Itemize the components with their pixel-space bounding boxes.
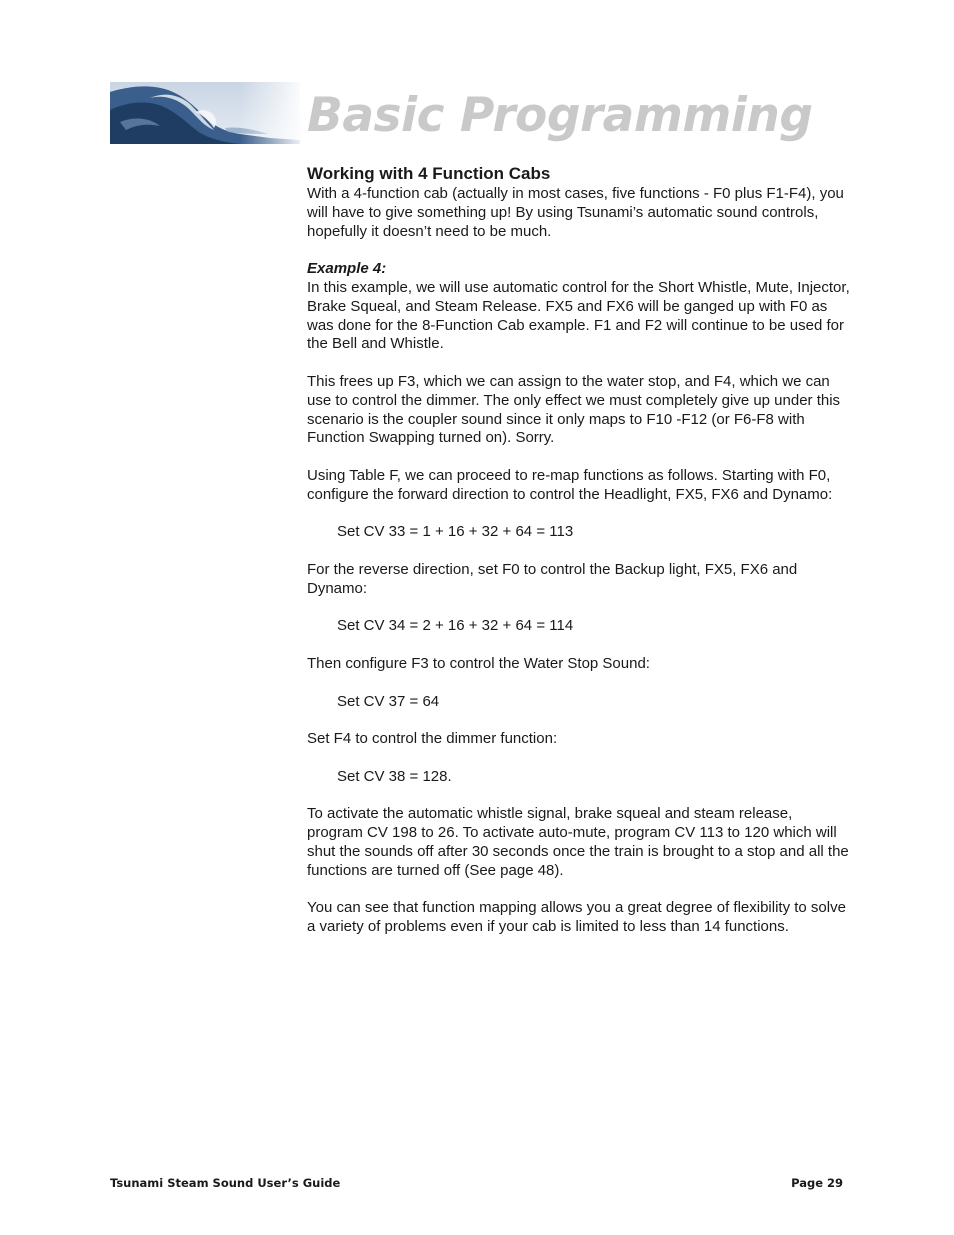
activate-paragraph: To activate the automatic whistle signal, brake squeal and steam release, program CV 198 to 26. To activate auto-mute, program CV 113 to 120 which will shut the sounds off after 30 seconds once the train is brought to a stop and all the functions are turned off (See page 48). <box>307 805 849 879</box>
page-title: Basic Programming <box>307 88 813 143</box>
f4-paragraph: Set F4 to control the dimmer function: <box>307 730 558 748</box>
formula-cv34: Set CV 34 = 2 + 16 + 32 + 64 = 114 <box>337 617 574 635</box>
example-paragraph: In this example, we will use automatic control for the Short Whistle, Mute, Injector, Brake Squeal, and Steam Release. FX5 and FX6 will be ganged up with F0 as was done for the 8-Function Cab example. F1 and F2 will continue to be used for the Bell and Whistle. <box>307 278 850 353</box>
example-label: Example 4: <box>307 260 387 278</box>
formula-cv33: Set CV 33 = 1 + 16 + 32 + 64 = 113 <box>337 523 574 541</box>
intro-paragraph: With a 4-function cab (actually in most cases, five functions - F0 plus F1-F4), you will have to give something up! By using Tsunami’s automatic sound controls, hopefully it doesn’t need to be much. <box>307 185 844 240</box>
f3-paragraph: Then configure F3 to control the Water Stop Sound: <box>307 654 650 672</box>
formula-cv37: Set CV 37 = 64 <box>337 692 440 710</box>
footer-guide-title: Tsunami Steam Sound User’s Guide <box>110 1176 341 1190</box>
wave-banner-image <box>0 82 300 144</box>
flexibility-paragraph: You can see that function mapping allows you a great degree of flexibility to solve a variety of problems even if your cab is limited to less than 14 functions. <box>307 899 846 936</box>
section-heading: Working with 4 Function Cabs <box>307 164 551 183</box>
table-paragraph: Using Table F, we can proceed to re-map functions as follows. Starting with F0, configure the forward direction to control the Headlight, FX5, FX6 and Dynamo: <box>307 466 833 503</box>
main-content <box>307 163 852 956</box>
footer-page-number: Page 29 <box>791 1176 843 1190</box>
formula-cv38: Set CV 38 = 128. <box>337 767 452 785</box>
reverse-paragraph: For the reverse direction, set F0 to control the Backup light, FX5, FX6 and Dynamo: <box>307 560 798 597</box>
frees-paragraph: This frees up F3, which we can assign to the water stop, and F4, which we can use to control the dimmer. The only effect we must completely give up under this scenario is the coupler sound since it only maps to F10 -F12 (or F6-F8 with Function Swapping turned on). Sorry. <box>307 372 841 447</box>
example-block <box>307 260 852 354</box>
